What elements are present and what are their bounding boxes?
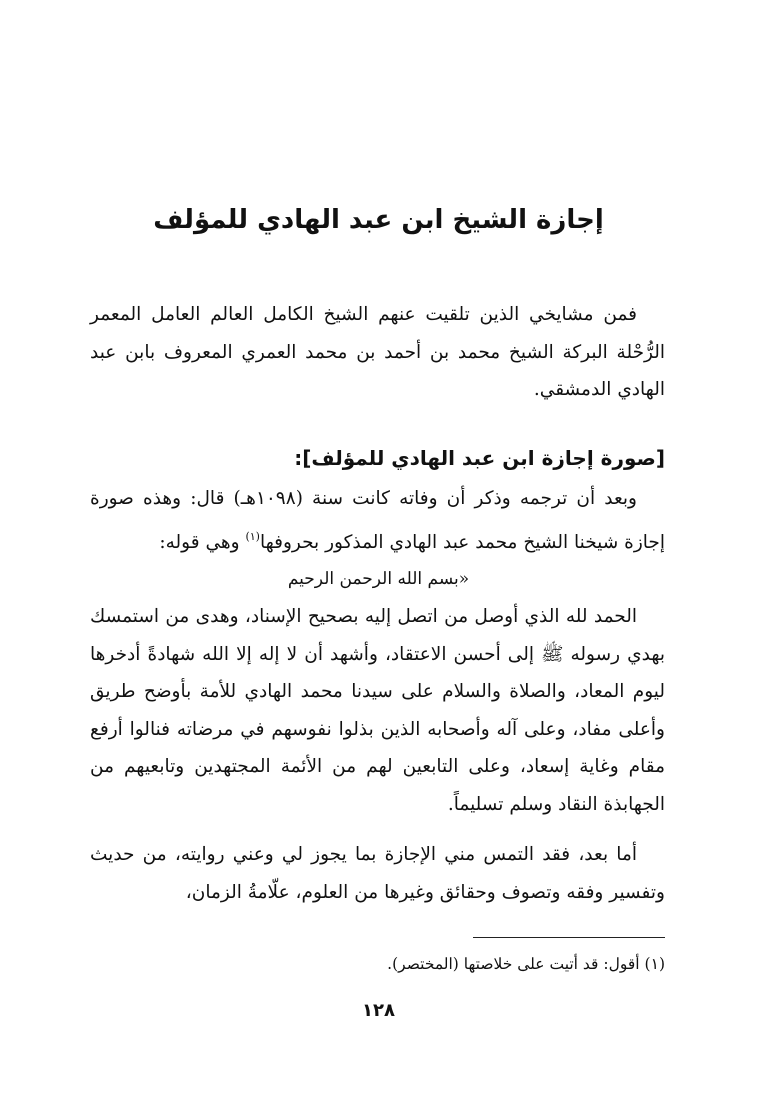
footnote-reference: (١) [245, 529, 260, 543]
footnote-text: أقول: قد أتيت على خلاصتها (المختصر). [387, 955, 640, 973]
footnote-marker: (١) [644, 955, 665, 973]
request-paragraph: أما بعد، فقد التمس مني الإجازة بما يجوز لي وعني روايته، من حديث وتفسير وفقه وتصوف وحقائق وغيرها من العلوم، علّامةُ الزمان، [90, 844, 665, 903]
ijaza-text-block [90, 598, 665, 823]
page-title: إجازة الشيخ ابن عبد الهادي للمؤلف [153, 205, 604, 235]
basmala: «بسم الله الرحمن الرحيم [287, 569, 470, 589]
page-number: ١٢٨ [362, 1000, 395, 1021]
footnote [90, 948, 665, 980]
section-heading: [صورة إجازة ابن عبد الهادي للمؤلف]: [294, 446, 665, 470]
ijaza-paragraph: الحمد لله الذي أوصل من اتصل إليه بصحيح الإسناد، وهدى من استمسك بهدي رسوله ﷺ إلى أحسن الاعتقاد، وأشهد أن لا إله إلا الله شهادةً أدخرها ليوم المعاد، والصلاة والسلام على سيدنا محمد الهادي للأمة بأوضح طريق وأعلى مفاد، وعلى آله وأصحابه الذين بذلوا نفوسهم في مرضاته فنالوا أرفع مقام وغاية إسعاد، وعلى التابعين لهم من الأئمة المجتهدين وتابعيهم من الجهابذة النقاد وسلم تسليماً. [90, 606, 665, 815]
biography-paragraph [90, 480, 665, 561]
biography-text-end: وهي قوله: [159, 531, 246, 553]
request-paragraph-block [90, 836, 665, 911]
intro-paragraph-block [90, 296, 665, 409]
biography-text: وبعد أن ترجمه وذكر أن وفاته كانت سنة (١٠٩٨هـ) قال: وهذه صورة إجازة شيخنا الشيخ محمد عبد الهادي المذكور بحروفها [90, 488, 665, 553]
biography-paragraph-block [90, 480, 665, 561]
footnote-divider [473, 937, 665, 938]
intro-paragraph: فمن مشايخي الذين تلقيت عنهم الشيخ الكامل العالم العامل المعمر الرُّحْلة البركة الشيخ محمد بن أحمد بن محمد العمري المعروف بابن عبد الهادي الدمشقي. [90, 304, 665, 400]
